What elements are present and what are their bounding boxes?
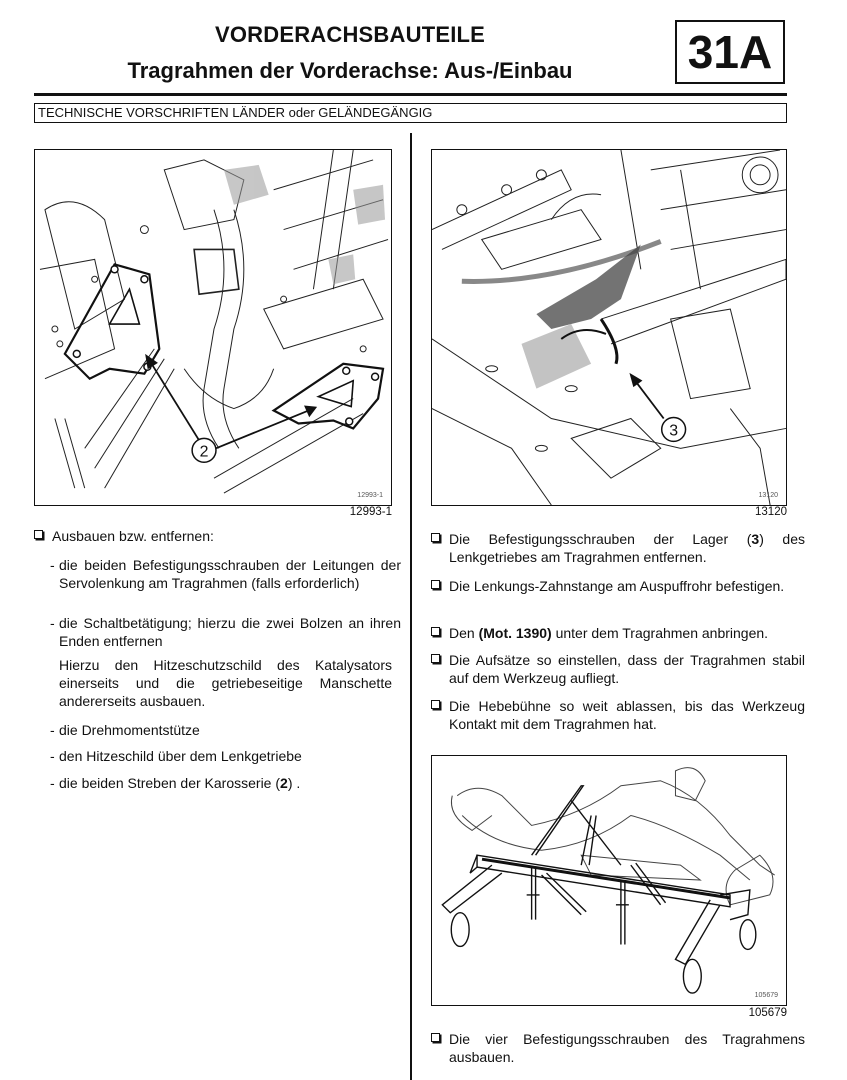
figure-caption: 13120 xyxy=(755,506,787,518)
figure-inner-id: 13120 xyxy=(758,492,778,499)
column-divider xyxy=(410,133,412,1080)
figure-tool-mot-1390 xyxy=(431,755,787,1006)
instruction-step xyxy=(431,1030,805,1066)
instruction-step xyxy=(34,527,412,545)
page-subtitle: Tragrahmen der Vorderachse: Aus-/Einbau xyxy=(127,58,573,83)
sub-item-text: den Hitzeschild über dem Lenkgetriebe xyxy=(59,748,302,764)
figure-inner-id: 105679 xyxy=(754,992,778,999)
sub-item: - die Schaltbetätigung; hierzu die zwei Bolzen an ihren Enden entfernen xyxy=(50,615,401,649)
callout-3: 3 xyxy=(669,422,679,440)
checkbox-bullet-icon xyxy=(431,580,440,589)
step-text: Die Hebebühne so weit ablassen, bis das Werkzeug Kontakt mit dem Tragrahmen hat. xyxy=(449,698,805,732)
tool-reference: (Mot. 1390) xyxy=(478,625,552,641)
note-text: Hierzu den Hitzeschutzschild des Katalysators einerseits und die getriebeseitige Manschette andererseits ausbauen. xyxy=(59,657,392,709)
sub-item: - die beiden Befestigungsschrauben der Leitungen der Servolenkung am Tragrahmen (falls erforderlich) xyxy=(50,557,401,591)
figure-steering-bearing xyxy=(431,149,787,506)
reference-number: 3 xyxy=(751,531,760,547)
chapter-badge: 31A xyxy=(675,20,785,84)
instruction-step xyxy=(431,577,805,595)
figure-inner-id: 12993-1 xyxy=(357,492,383,499)
checkbox-bullet-icon xyxy=(431,533,440,542)
checkbox-bullet-icon xyxy=(431,627,440,636)
instruction-step xyxy=(431,651,805,687)
sub-item-text: die beiden Befestigungsschrauben der Leitungen der Servolenkung am Tragrahmen (falls erforderlich) xyxy=(59,557,401,591)
instruction-step: Die Befestigungsschrauben der Lager (3) des Lenkgetriebes am Tragrahmen entfernen. xyxy=(431,530,805,566)
instruction-step: Den (Mot. 1390) unter dem Tragrahmen anbringen. xyxy=(431,624,805,642)
checkbox-bullet-icon xyxy=(431,700,440,709)
sub-item: - die beiden Streben der Karosserie (2) . xyxy=(50,775,301,791)
step-text: Die Aufsätze so einstellen, dass der Tragrahmen stabil auf dem Werkzeug aufliegt. xyxy=(449,652,805,686)
checkbox-bullet-icon xyxy=(431,1033,440,1042)
figure-caption: 12993-1 xyxy=(349,506,392,518)
header-rule xyxy=(34,93,787,96)
callout-2: 2 xyxy=(199,443,209,461)
section-label: TECHNISCHE VORSCHRIFTEN LÄNDER oder GELÄNDEGÄNGIG xyxy=(34,103,787,123)
sub-item: - die Drehmomentstütze xyxy=(50,722,200,738)
instruction-step xyxy=(431,697,805,733)
reference-number: 2 xyxy=(280,775,288,791)
illustration-underbody-struts xyxy=(35,150,391,505)
figure-body-struts xyxy=(34,149,392,506)
page-title: VORDERACHSBAUTEILE xyxy=(214,22,486,47)
checkbox-bullet-icon xyxy=(431,654,440,663)
figure-caption: 105679 xyxy=(748,1007,787,1019)
sub-item-text: die Schaltbetätigung; hierzu die zwei Bolzen an ihren Enden entfernen xyxy=(59,615,401,649)
sub-item-text: die Drehmomentstütze xyxy=(59,722,200,738)
checkbox-bullet-icon xyxy=(34,530,43,539)
step-text: Die Lenkungs-Zahnstange am Auspuffrohr befestigen. xyxy=(449,578,785,594)
sub-item: - den Hitzeschild über dem Lenkgetriebe xyxy=(50,748,302,764)
illustration-subframe-on-trolley xyxy=(432,756,786,1005)
step-text: Die vier Befestigungsschrauben des Tragrahmens ausbauen. xyxy=(449,1031,805,1065)
sub-item-note xyxy=(59,656,392,710)
step-text: Ausbauen bzw. entfernen: xyxy=(52,528,214,544)
illustration-steering-rack xyxy=(432,150,786,505)
